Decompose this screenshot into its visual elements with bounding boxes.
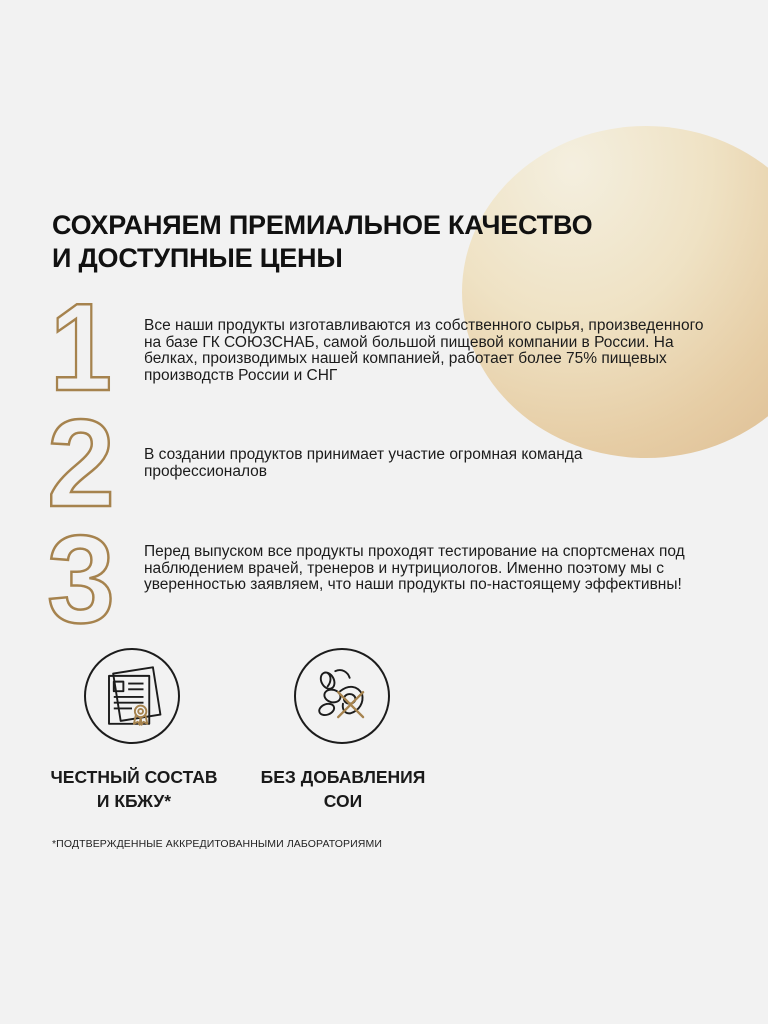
step-2-text: В создании продуктов принимает участие огромная команда профессионалов: [144, 446, 583, 480]
step-1-digit: 1: [50, 296, 112, 396]
step-1-text: Все наши продукты изготавливаются из собственного сырья, произведенного на базе ГК СОЮЗСНАБ, самой большой пищевой компании в России. На белках, производимых нашей компанией, работает более 75% пищевых производств России и СНГ: [144, 317, 704, 384]
step-3-text: Перед выпуском все продукты проходят тестирование на спортсменах под наблюдением врачей, тренеров и нутрициологов. Именно поэтому мы с уверенностью заявляем, что наши продукты по-настоящему эффективны!: [144, 543, 685, 593]
no-soy-badge-label: [243, 765, 443, 813]
step-2-number: [40, 412, 122, 512]
no-soy-badge-label-line-2: СОИ: [323, 791, 363, 811]
no-soy-badge: [294, 648, 390, 744]
step-3-number: [40, 528, 122, 628]
decorative-gradient-circle: [462, 126, 768, 458]
step-1-number: [40, 296, 122, 396]
certificate-badge-label: [34, 765, 234, 813]
no-soy-badge-label-line-1: БЕЗ ДОБАВЛЕНИЯ: [260, 767, 426, 787]
no-soy-icon: [296, 650, 388, 742]
certificate-icon: [86, 650, 178, 742]
footnote: *ПОДТВЕРЖДЕННЫЕ АККРЕДИТОВАННЫМИ ЛАБОРАТОРИЯМИ: [52, 838, 382, 850]
page-title-line-1: СОХРАНЯЕМ ПРЕМИАЛЬНОЕ КАЧЕСТВО: [52, 210, 593, 240]
certificate-badge-label-line-1: ЧЕСТНЫЙ СОСТАВ: [50, 767, 218, 787]
step-2-digit: 2: [47, 412, 115, 512]
certificate-badge: [84, 648, 180, 744]
certificate-badge-label-line-2: И КБЖУ*: [96, 791, 172, 811]
step-3-digit: 3: [47, 528, 115, 628]
page-title-line-2: И ДОСТУПНЫЕ ЦЕНЫ: [52, 243, 343, 273]
page-title: [52, 209, 592, 275]
